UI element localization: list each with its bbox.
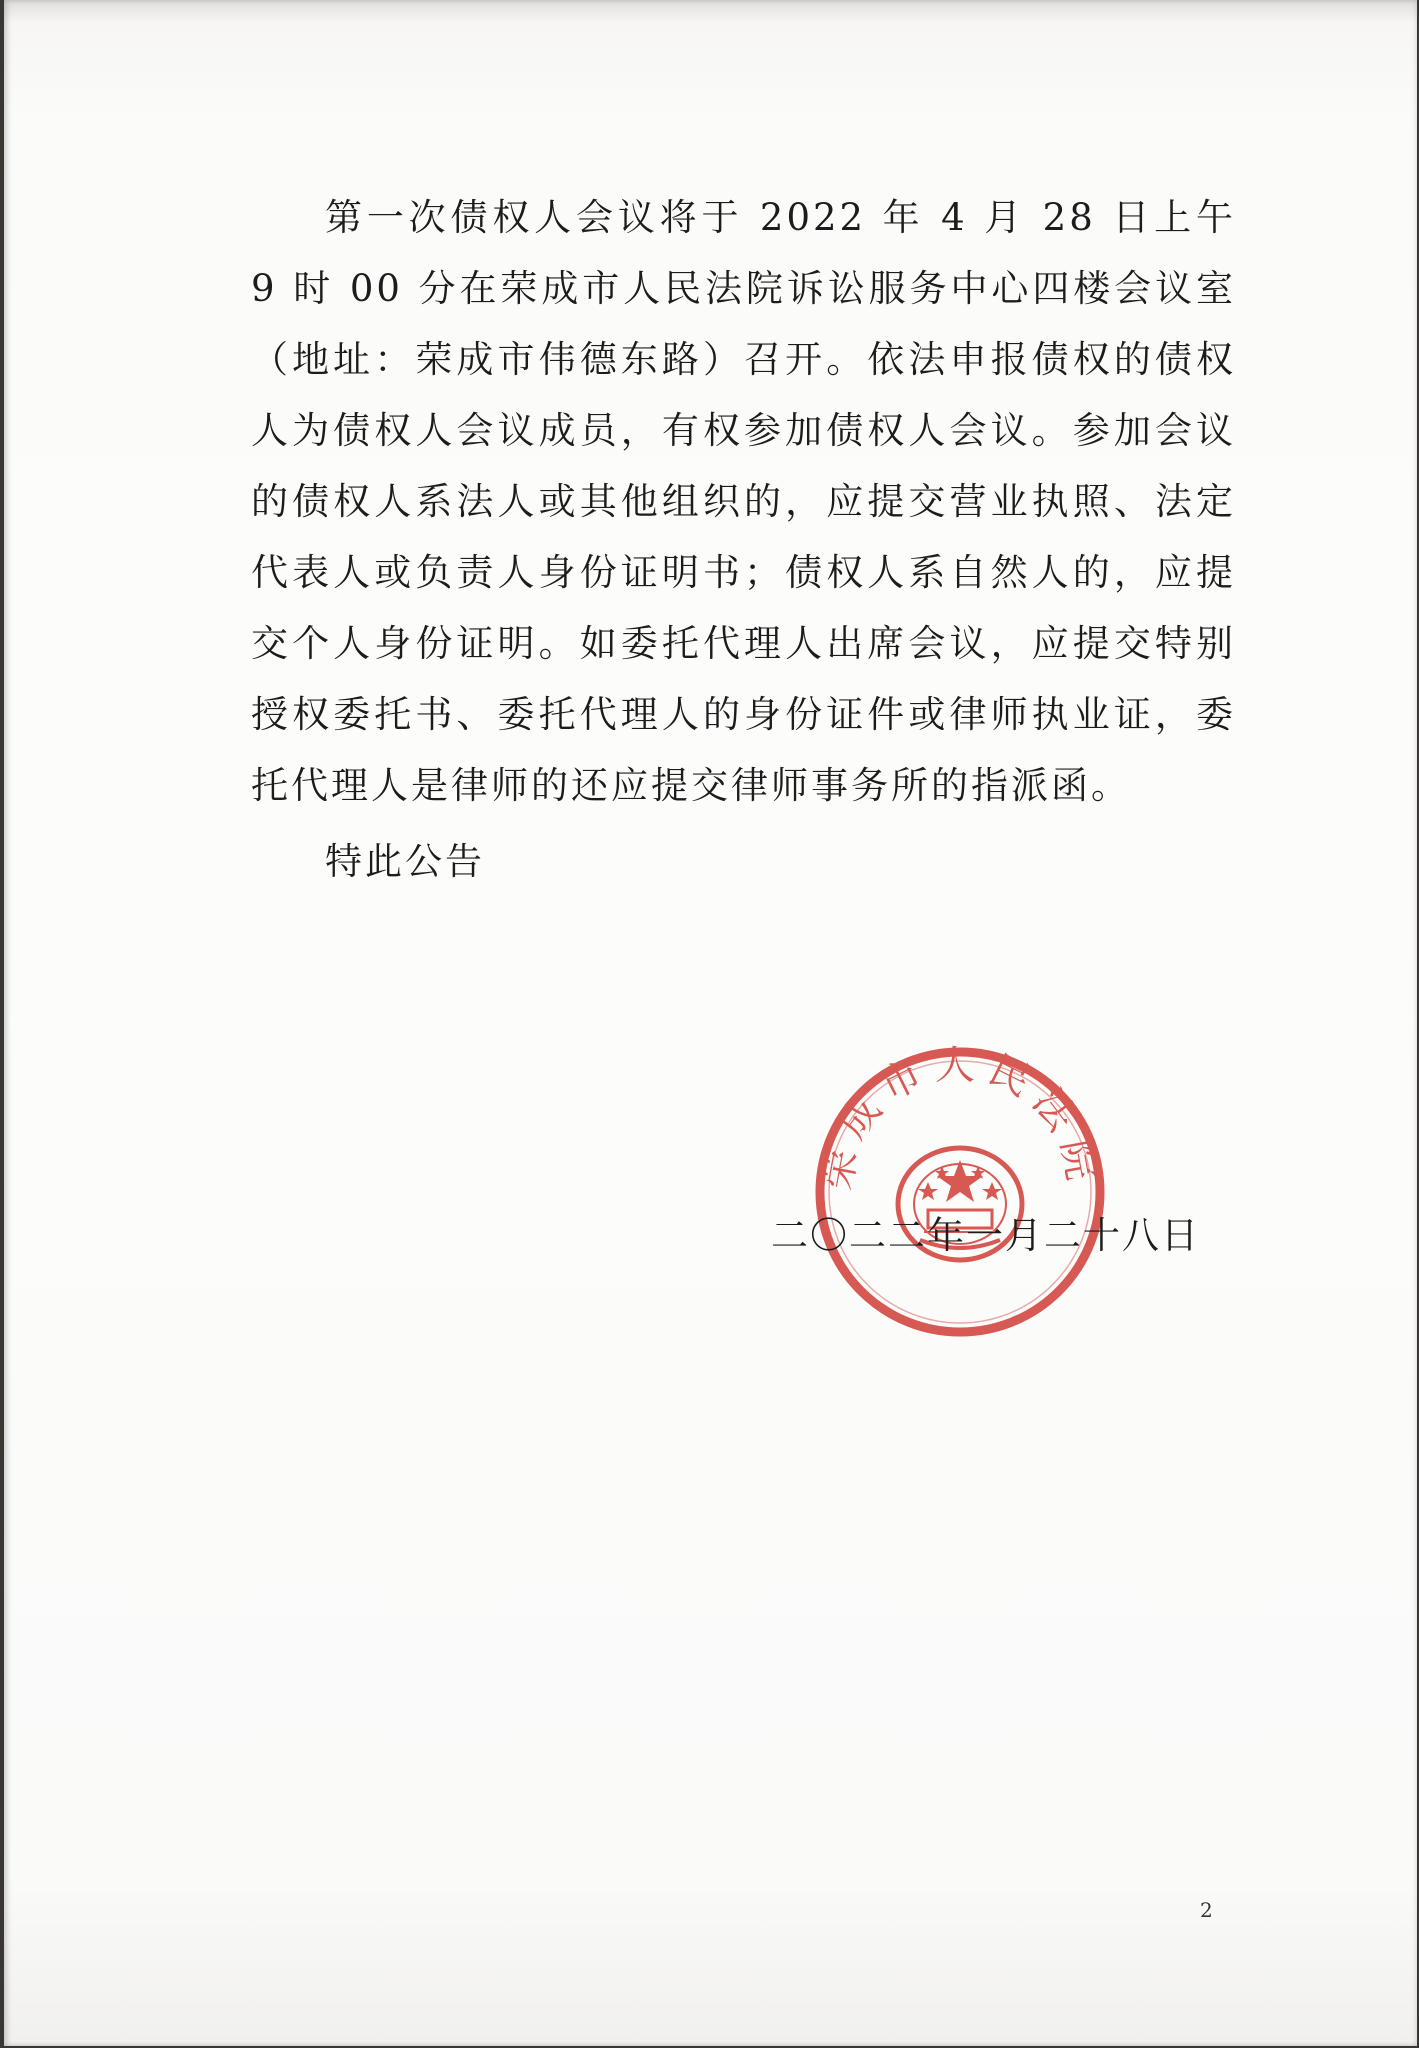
issue-date: 二〇二二年一月二十八日 — [771, 1214, 1200, 1257]
court-seal-stamp — [810, 1042, 1110, 1342]
document-page — [4, 0, 1417, 2046]
page-number: 2 — [1200, 1898, 1213, 1922]
meeting-notice-paragraph: 第一次债权人会议将于 2022 年 4 月 28 日上午 9 时 00 分在荣成市人民法院诉讼服务中心四楼会议室（地址：荣成市伟德东路）召开。依法申报债权的债权人为债权人会议成员，有权参加债权人会议。参加会议的债权人系法人或其他组织的，应提交营业执照、法定代表人或负责人身份证明书；债权人系自然人的，应提交个人身份证明。如委托代理人出席会议，应提交特别授权委托书、委托代理人的身份证件或律师执业证，委托代理人是律师的还应提交律师事务所的指派函。 — [251, 196, 1236, 807]
closing-statement: 特此公告 — [325, 840, 485, 883]
scan-edge-shadow — [4, 0, 1417, 22]
seal-text: 荣成市人民法院 — [813, 1042, 1107, 1194]
